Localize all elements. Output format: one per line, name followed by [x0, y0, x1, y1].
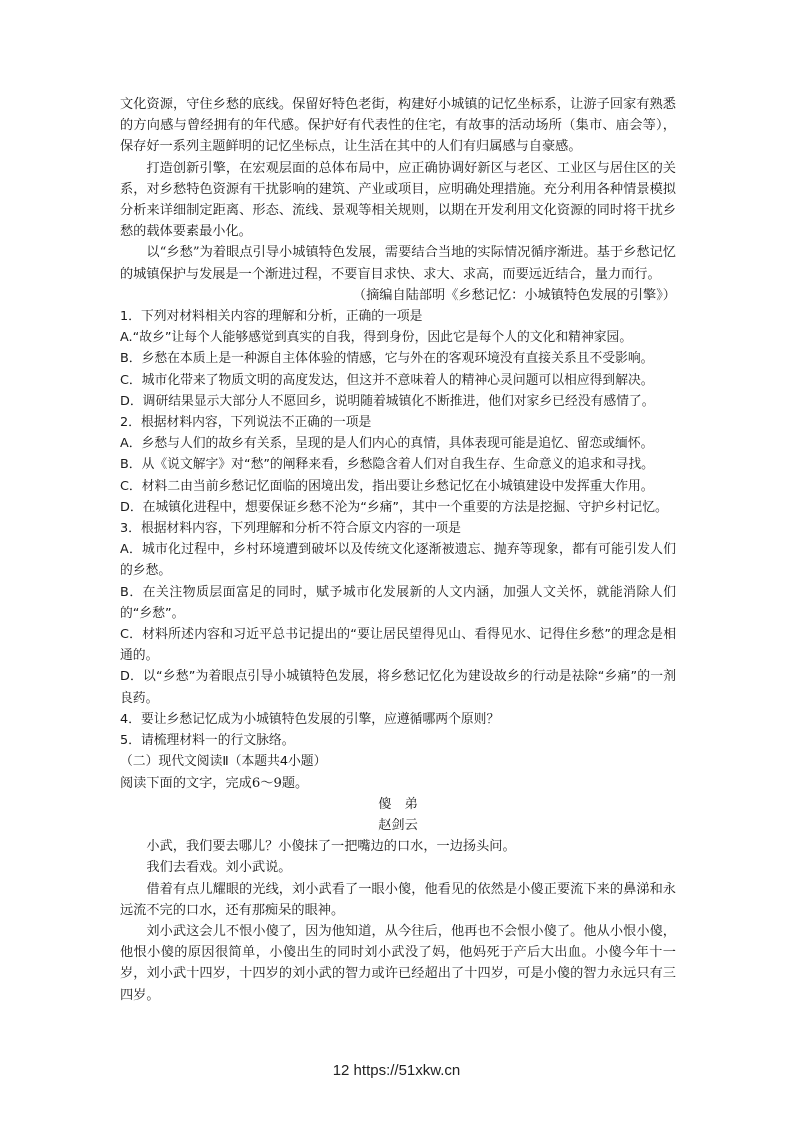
- option-b: B．从《说文解字》对“愁”的阐释来看，乡愁隐含着人们对自我生存、生命意义的追求和寻找。: [120, 457, 654, 473]
- page-footer: 12 https://51xkw.cn: [332, 1062, 461, 1079]
- question-3: [120, 518, 676, 709]
- story-author: 赵剑云: [378, 817, 418, 833]
- question-stem: 1．下列对材料相关内容的理解和分析，正确的一项是: [120, 309, 423, 325]
- section-instruction: 阅读下面的文字，完成6～9题。: [120, 775, 309, 791]
- material-source: （摘编自陆部明《乡愁记忆：小城镇特色发展的引擎》）: [352, 287, 676, 303]
- material-paragraph-2: 打造创新引擎，在宏观层面的总体布局中，应正确协调好新区与老区、工业区与居住区的关系，对乡愁特色资源有干扰影响的建筑、产业或项目，应明确处理措施。充分利用各种情景模拟分析来详细制定距离、形态、流线、景观等相关规则，以期在开发利用文化资源的同时将干扰乡愁的载体要素最小化。: [120, 160, 676, 240]
- material-paragraph-1: 文化资源，守住乡愁的底线。保留好特色老街，构建好小城镇的记忆坐标系，让游子回家有熟悉的方向感与曾经拥有的年代感。保护好有代表性的住宅，有故事的活动场所（集市、庙会等），保存好一系列主题鲜明的记忆坐标点，让生活在其中的人们有归属感与自豪感。: [120, 97, 676, 155]
- option-a: A.“故乡”让每个人能够感觉到真实的自我，得到身份，因此它是每个人的文化和精神家园。: [120, 330, 633, 346]
- option-d: D．在城镇化进程中，想要保证乡愁不沦为“乡痛”，其中一个重要的方法是挖掘、守护乡村记忆。: [120, 499, 668, 515]
- story-paragraph-1: 小武，我们要去哪儿？小傻抹了一把嘴边的口水，一边扬头问。: [146, 839, 516, 855]
- story-paragraph-4: 刘小武这会儿不恨小傻了，因为他知道，从今往后，他再也不会恨小傻了。他从小恨小傻，他恨小傻的原因很简单，小傻出生的同时刘小武没了妈，他妈死于产后大出血。小傻今年十一岁，刘小武十四岁，十四岁的刘小武的智力或许已经超出了十四岁，可是小傻的智力永远只有三四岁。: [120, 923, 676, 1003]
- section-heading: （二）现代文阅读Ⅱ（本题共4小题）: [120, 754, 327, 770]
- question-stem: 3．根据材料内容，下列理解和分析不符合原文内容的一项是: [120, 521, 461, 537]
- question-2: [120, 412, 676, 518]
- option-a: A．城市化过程中，乡村环境遭到破坏以及传统文化逐渐被遗忘、抛弃等现象，都有可能引发人们的乡愁。: [120, 542, 676, 579]
- story-paragraph-3: 借着有点儿耀眼的光线，刘小武看了一眼小傻，他看见的依然是小傻正要流下来的鼻涕和永远流不完的口水，还有那痴呆的眼神。: [120, 881, 676, 918]
- option-b: B．乡愁在本质上是一种源自主体体验的情感，它与外在的客观环境没有直接关系且不受影响。: [120, 351, 654, 367]
- story-title: 傻 弟: [378, 796, 418, 812]
- material-paragraph-3: 以“乡愁”为着眼点引导小城镇特色发展，需要结合当地的实际情况循序渐进。基于乡愁记忆的城镇保护与发展是一个渐进过程，不要盲目求快、求大、求高，而要远近结合，量力而行。: [120, 245, 676, 282]
- question-4: 4．要让乡愁记忆成为小城镇特色发展的引擎，应遵循哪两个原则？: [120, 711, 500, 727]
- option-d: D．以“乡愁”为着眼点引导小城镇特色发展，将乡愁记忆化为建设故乡的行动是祛除“乡痛”的一剂良药。: [120, 669, 676, 706]
- option-c: C．材料所述内容和习近平总书记提出的“要让居民望得见山、看得见水、记得住乡愁”的理念是相通的。: [120, 627, 676, 664]
- option-c: C．材料二由当前乡愁记忆面临的困境出发，指出要让乡愁记忆在小城镇建设中发挥重大作用。: [120, 478, 654, 494]
- option-d: D．调研结果显示大部分人不愿回乡，说明随着城镇化不断推进，他们对家乡已经没有感情了。: [120, 393, 655, 409]
- question-5: 5．请梳理材料一的行文脉络。: [120, 733, 295, 749]
- question-stem: 2．根据材料内容，下列说法不正确的一项是: [120, 415, 372, 431]
- option-b: B．在关注物质层面富足的同时，赋予城市化发展新的人文内涵，加强人文关怀，就能消除人们的“乡愁”。: [120, 584, 676, 621]
- question-1: [120, 306, 676, 412]
- option-c: C．城市化带来了物质文明的高度发达，但这并不意味着人的精神心灵问题可以相应得到解决。: [120, 372, 654, 388]
- story-paragraph-2: 我们去看戏。刘小武说。: [146, 860, 292, 876]
- option-a: A．乡愁与人们的故乡有关系，呈现的是人们内心的真情，具体表现可能是追忆、留恋或缅怀。: [120, 436, 654, 452]
- document-page: [120, 94, 676, 1006]
